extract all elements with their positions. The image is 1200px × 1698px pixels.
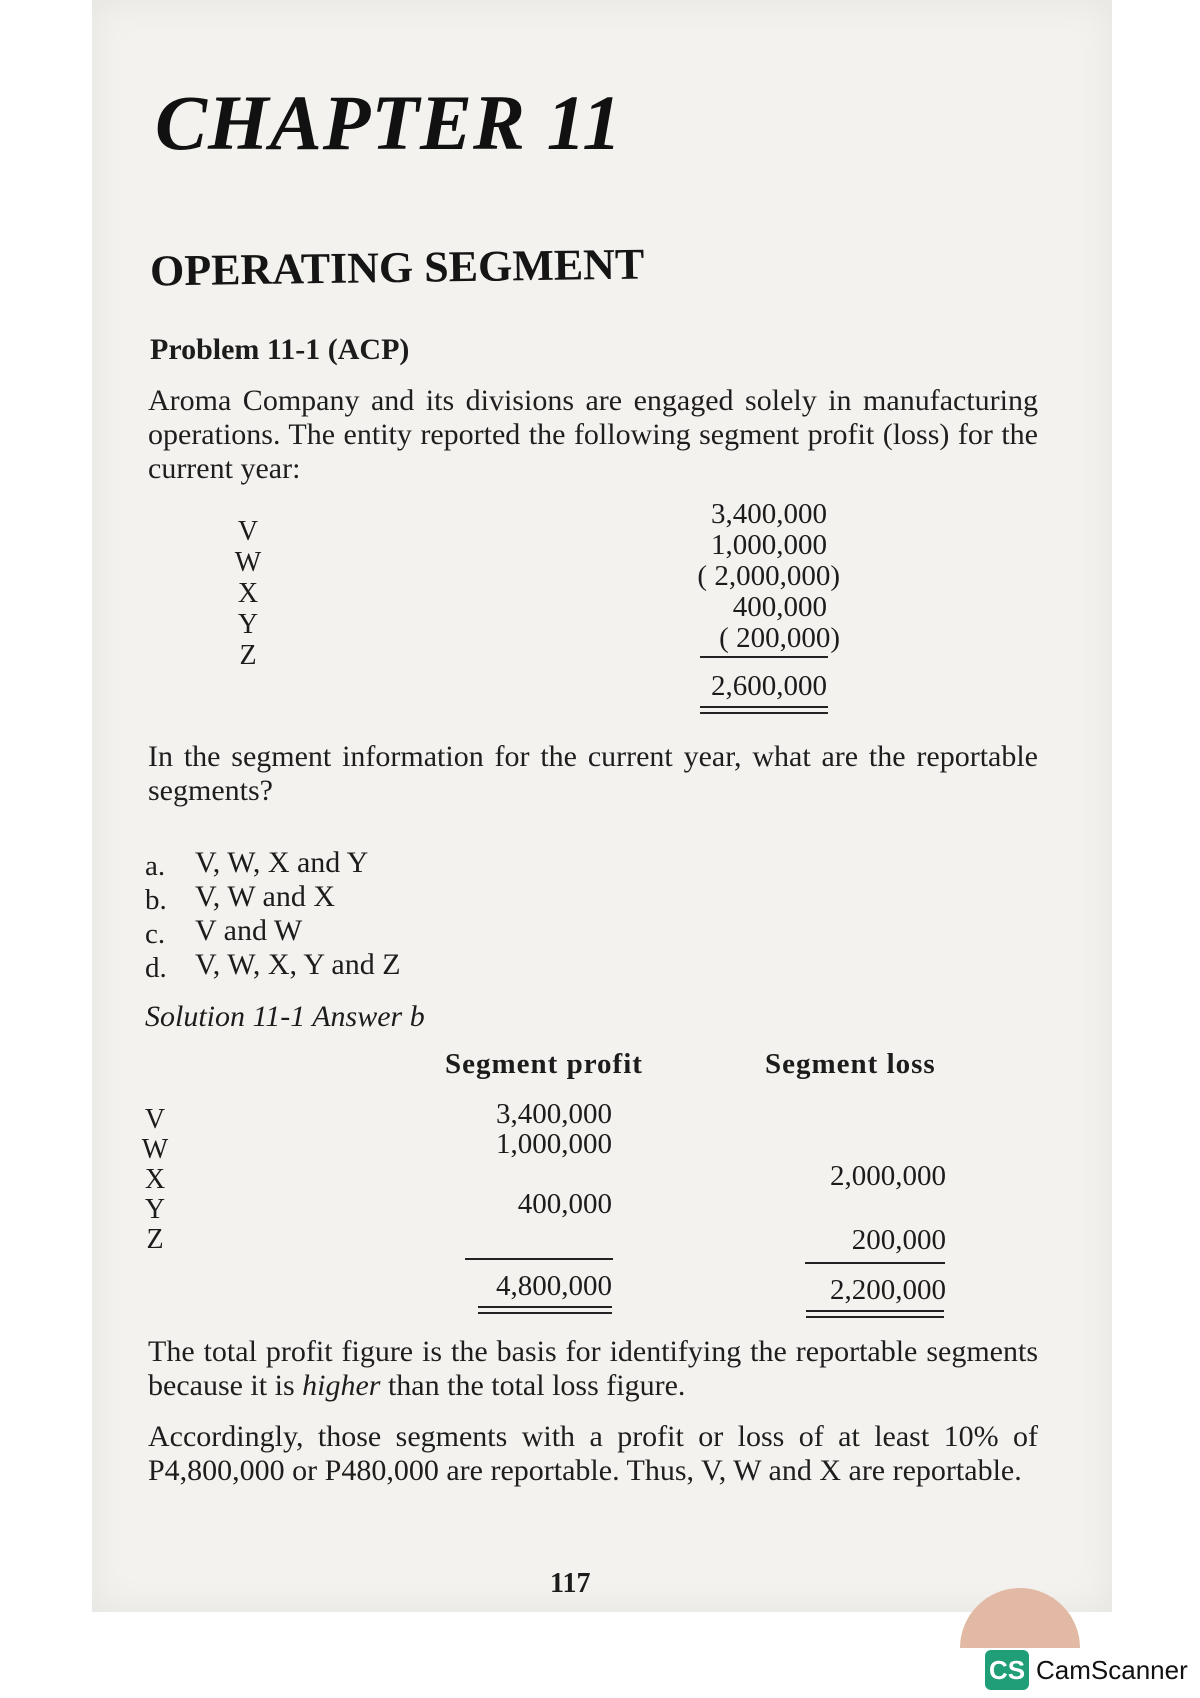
loss-value-z: 200,000 <box>851 1224 946 1256</box>
problem-intro: Aroma Company and its divisions are engaged solely in manufacturing operations. The entity reported the following segment profit (loss) for the current year: <box>148 384 1038 485</box>
problem-segment-label: V <box>237 516 259 547</box>
profit-total-double-rule <box>478 1306 612 1314</box>
explanation-1-start: The total profit figure is the basis for identifying the reportable segments because it is <box>148 1335 1038 1402</box>
profit-total: 4,800,000 <box>496 1270 612 1302</box>
solution-segment-label: X <box>144 1164 166 1195</box>
problem-amount: 3,400,000 <box>711 498 827 530</box>
segment-profit-header: Segment profit <box>445 1048 643 1080</box>
problem-segment-label: Z <box>239 640 257 671</box>
solution-segment-label: Y <box>144 1194 166 1225</box>
option-letter: a. <box>145 850 166 882</box>
option-text: V, W, X and Y <box>195 846 369 879</box>
solution-segment-label: Z <box>146 1224 164 1255</box>
option-text: V, W and X <box>195 880 336 913</box>
solution-segment-label: V <box>144 1104 166 1135</box>
section-title: OPERATING SEGMENT <box>149 239 645 296</box>
subtotal-rule <box>700 656 828 658</box>
total-double-rule <box>700 706 828 714</box>
profit-value-y: 400,000 <box>517 1188 612 1220</box>
option-letter: c. <box>145 918 166 950</box>
problem-amount: 400,000 <box>732 591 827 623</box>
explanation-paragraph-2: Accordingly, those segments with a profit or loss of at least 10% of P4,800,000 or P480,000 are reportable. Thus, V, W and X are reportable. <box>148 1420 1038 1487</box>
loss-value-x: 2,000,000 <box>830 1160 946 1192</box>
explanation-1-end: than the total loss figure. <box>380 1369 686 1402</box>
problem-segment-label: W <box>234 547 262 578</box>
chapter-title: CHAPTER 11 <box>155 79 623 166</box>
problem-question: In the segment information for the current year, what are the reportable segments? <box>148 740 1038 807</box>
camscanner-watermark: CamScanner <box>1036 1655 1188 1685</box>
loss-total-double-rule <box>806 1310 944 1318</box>
loss-total: 2,200,000 <box>830 1274 946 1306</box>
option-letter: b. <box>145 884 167 916</box>
solution-title: Solution 11-1 Answer b <box>145 1000 425 1033</box>
problem-amount: ( 200,000) <box>719 622 840 654</box>
problem-title: Problem 11-1 (ACP) <box>150 333 410 366</box>
problem-total: 2,600,000 <box>711 670 827 702</box>
camscanner-logo-icon: CS <box>985 1650 1029 1690</box>
page-number: 117 <box>550 1568 591 1599</box>
explanation-1-emphasis: higher <box>302 1369 381 1402</box>
profit-subtotal-rule <box>465 1258 613 1260</box>
solution-segment-label: W <box>141 1134 169 1165</box>
explanation-paragraph-1 <box>148 1335 1038 1403</box>
segment-loss-header: Segment loss <box>765 1048 936 1080</box>
problem-amount: ( 2,000,000) <box>697 560 840 592</box>
problem-segment-label: Y <box>237 609 259 640</box>
problem-segment-label: X <box>237 578 259 609</box>
option-text: V, W, X, Y and Z <box>195 948 401 981</box>
profit-value-w: 1,000,000 <box>496 1128 612 1160</box>
profit-value-v: 3,400,000 <box>496 1098 612 1130</box>
option-text: V and W <box>195 914 303 947</box>
option-letter: d. <box>145 952 167 984</box>
problem-amount: 1,000,000 <box>711 529 827 561</box>
loss-subtotal-rule <box>805 1262 945 1264</box>
